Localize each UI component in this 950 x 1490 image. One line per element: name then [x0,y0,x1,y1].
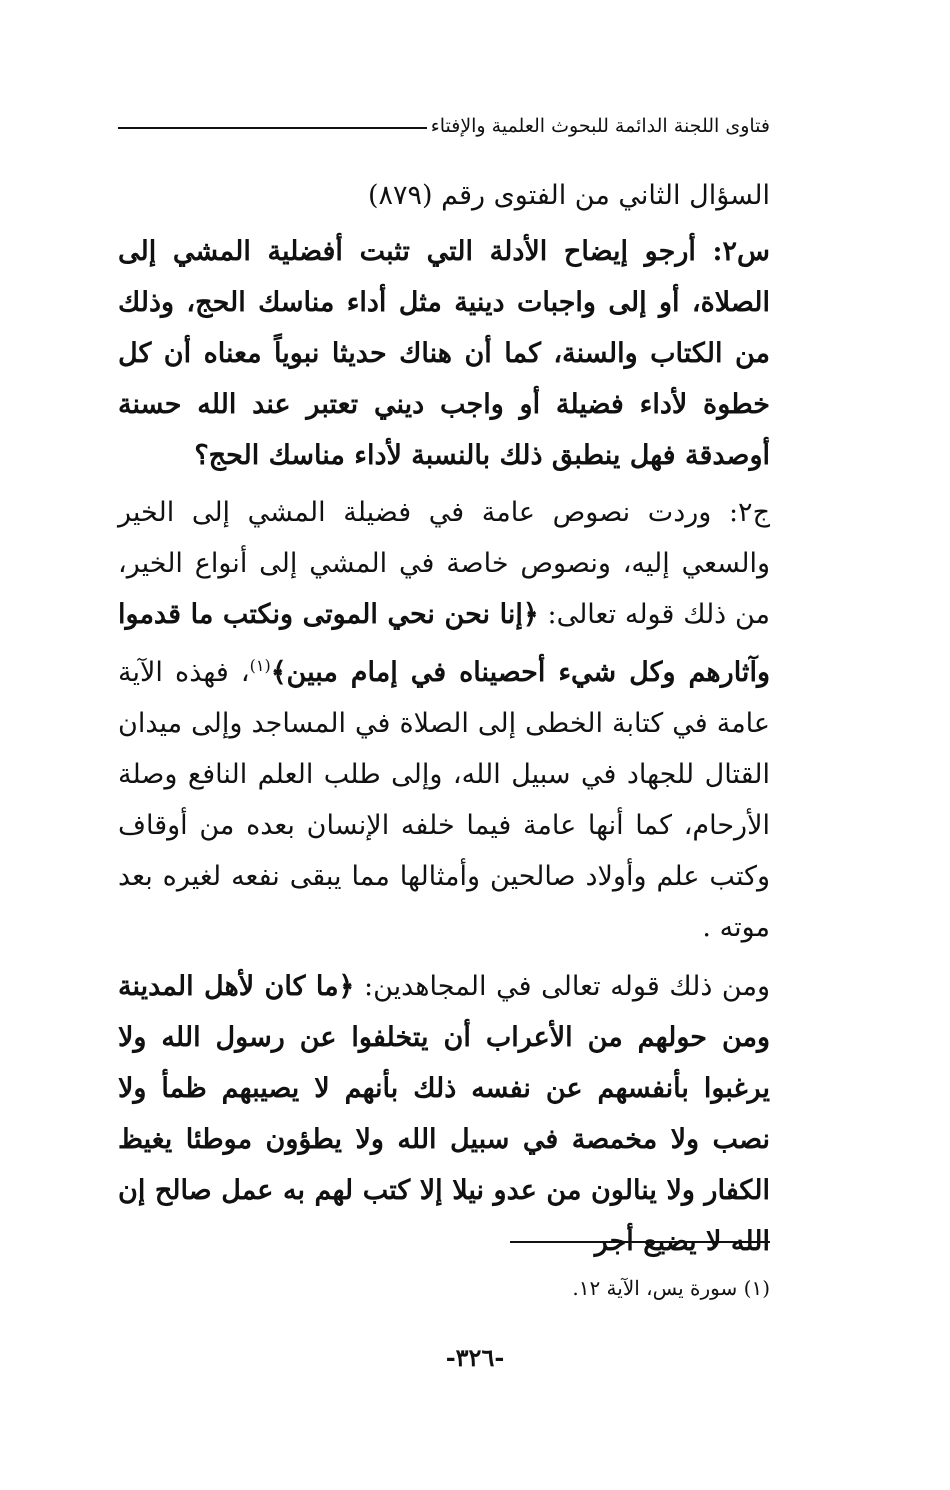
answer-paragraph [118,487,770,953]
question-text: س٢: أرجو إيضاح الأدلة التي تثبت أفضلية المشي إلى الصلاة، أو إلى واجبات دينية مثل أداء مناسك الحج، وذلك من الكتاب والسنة، كما أن هناك حديثا نبوياً معناه أن كل خطوة لأداء فضيلة أو واجب ديني تعتبر عند الله حسنة أوصدقة فهل ينطبق ذلك بالنسبة لأداء مناسك الحج؟ [118,236,770,471]
answer-intro: ج٢: وردت نصوص عامة في فضيلة المشي إلى الخير والسعي إليه، ونصوص خاصة في المشي إلى أنواع الخير، من ذلك قوله تعالى: [118,497,770,630]
page-body [118,168,770,1267]
quran-verse-2: ﴿ما كان لأهل المدينة ومن حولهم من الأعراب أن يتخلفوا عن رسول الله ولا يرغبوا بأنفسهم عن نفسه ذلك بأنهم لا يصيبهم ظمأ ولا نصب ولا مخمصة في سبيل الله ولا يطؤون موطئا يغيظ الكفار ولا ينالون من عدو نيلا إلا كتب لهم به عمل صالح إن الله لا يضيع أجر [118,971,771,1257]
running-head [118,115,770,137]
running-head-rule [118,127,427,129]
quran-verse-1: ﴿إنا نحن نحي الموتى ونكتب ما قدموا وآثارهم وكل شيء أحصيناه في إمام مبين﴾ [118,599,770,688]
running-head-title: فتاوى اللجنة الدائمة للبحوث العلمية والإفتاء [430,115,770,137]
answer-rest: ، فهذه الآية عامة في كتابة الخطى إلى الصلاة في المساجد وإلى ميدان القتال للجهاد في سبيل الله، وإلى طلب العلم النافع وصلة الأرحام، كما أنها عامة فيما خلفه الإنسان بعده من أوقاف وكتب علم وأولاد صالحين وأمثالها مما يبقى نفعه لغيره بعد موته . [118,657,770,943]
second-paragraph-intro: ومن ذلك قوله تعالى في المجاهدين: [363,971,770,1002]
footnote-rule [510,1241,770,1243]
footnote: (١) سورة يس، الآية ١٢. [572,1276,770,1300]
footnote-marker[interactable]: (١) [249,656,271,675]
second-paragraph [118,961,770,1267]
page-number: -٣٢٦- [445,1343,505,1372]
question-title: السؤال الثاني من الفتوى رقم (٨٧٩) [367,180,770,211]
